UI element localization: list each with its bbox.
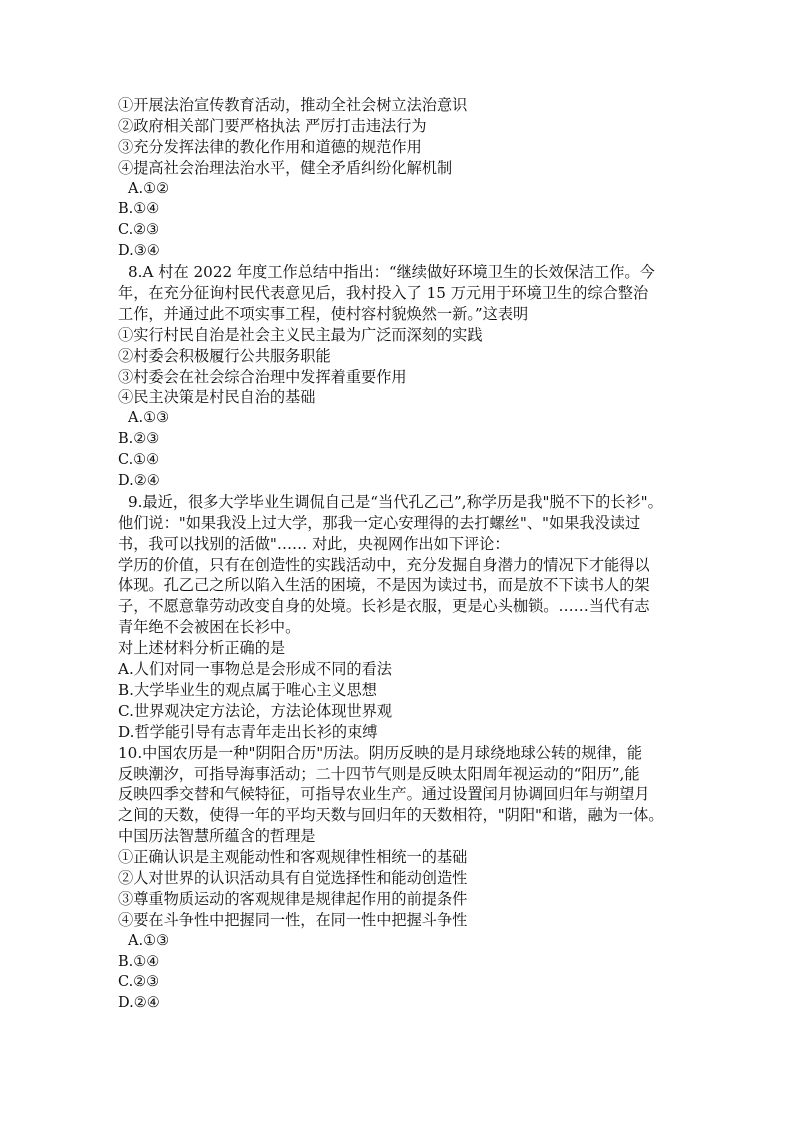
option-a: A.①③: [128, 932, 170, 949]
question-9: [118, 492, 688, 743]
passage-line: 体现。孔乙己之所以陷入生活的困境，不是因为读过书，而是放不下读书人的架: [118, 576, 650, 595]
question-7: [118, 95, 688, 262]
statement: ②政府相关部门要严格执法 严厉打击违法行为: [118, 116, 427, 135]
option-c: C.世界观决定方法论，方法论体现世界观: [118, 701, 393, 720]
statement: ①实行村民自治是社会主义民主最为广泛而深刻的实践: [118, 325, 483, 344]
question-stem: 年，在充分征询村民代表意见后，我村投入了 15 万元用于环境卫生的综合整治: [118, 284, 649, 303]
statement: ②人对世界的认识活动具有自觉选择性和能动创造性: [118, 868, 468, 887]
statement: ④提高社会治理法治水平，健全矛盾纠纷化解机制: [118, 158, 453, 177]
question-stem: 中国历法智慧所蕴含的哲理是: [118, 827, 316, 846]
option-d: D.哲学能引导有志青年走出长衫的束缚: [118, 722, 378, 741]
statement: ④民主决策是村民自治的基础: [118, 388, 316, 407]
question-stem: 之间的天数，使得一年的平均天数与回归年的天数相符，"阴阳"和谐，融为一体。: [118, 806, 664, 825]
statement: ①开展法治宣传教育活动，推动全社会树立法治意识: [118, 96, 468, 114]
statement: ③尊重物质运动的客观规律是规律起作用的前提条件: [118, 889, 468, 908]
option-a: A.人们对同一事物总是会形成不同的看法: [118, 660, 392, 679]
option-c: C.①④: [118, 452, 160, 469]
option-b: B.①④: [118, 953, 160, 970]
question-stem: 9.最近，很多大学毕业生调侃自己是“当代孔乙己”,称学历是我"脱不下的长衫"。: [128, 492, 663, 511]
option-b: B.大学毕业生的观点属于唯心主义思想: [118, 680, 377, 699]
question-stem: 书，我可以找别的活做"…… 对此，央视网作出如下评论：: [118, 534, 510, 553]
question-stem: 10.中国农历是一种"阴阳合历"历法。阴历反映的是月球绕地球公转的规律，能: [118, 743, 643, 762]
question-stem: 他们说："如果我没上过大学，那我一定心安理得的去打螺丝"、"如果我没读过: [118, 513, 641, 532]
statement: ①正确认识是主观能动性和客观规律性相统一的基础: [118, 848, 468, 867]
option-a: A.①②: [128, 180, 170, 197]
statement: ②村委会积极履行公共服务职能: [118, 346, 331, 365]
question-stem: 8.A 村在 2022 年度工作总结中指出：“继续做好环境卫生的长效保洁工作。今: [128, 263, 655, 282]
option-c: C.②③: [118, 974, 160, 991]
question-8: [118, 262, 688, 492]
question-prompt: 对上述材料分析正确的是: [118, 639, 286, 658]
option-d: D.③④: [118, 243, 160, 260]
question-10: [118, 743, 688, 1015]
option-a: A.①③: [128, 410, 170, 427]
option-d: D.②④: [118, 995, 160, 1012]
question-stem: 工作，并通过此不项实事工程，使村容村貌焕然一新。”这表明: [118, 304, 529, 323]
statement: ③充分发挥法律的教化作用和道德的规范作用: [118, 137, 422, 156]
statement: ④要在斗争性中把握同一性，在同一性中把握斗争性: [118, 910, 468, 929]
option-d: D.②④: [118, 473, 160, 490]
statement: ③村委会在社会综合治理中发挥着重要作用: [118, 367, 407, 386]
exam-content: [118, 95, 688, 1014]
option-b: B.②③: [118, 431, 160, 448]
option-b: B.①④: [118, 201, 160, 218]
passage-line: 青年绝不会被困在长衫中。: [118, 618, 301, 637]
passage-line: 子，不愿意靠劳动改变自身的处境。长衫是衣服，更是心头枷锁。……当代有志: [118, 597, 650, 616]
question-stem: 反映四季交替和气候特征，可指导农业生产。通过设置闰月协调回归年与朔望月: [118, 785, 650, 804]
passage-line: 学历的价值，只有在创造性的实践活动中，充分发掘自身潜力的情况下才能得以: [118, 555, 650, 574]
option-c: C.②③: [118, 222, 160, 239]
question-stem: 反映潮汐，可指导海事活动；二十四节气则是反映太阳周年视运动的“阳历”,能: [118, 764, 640, 783]
